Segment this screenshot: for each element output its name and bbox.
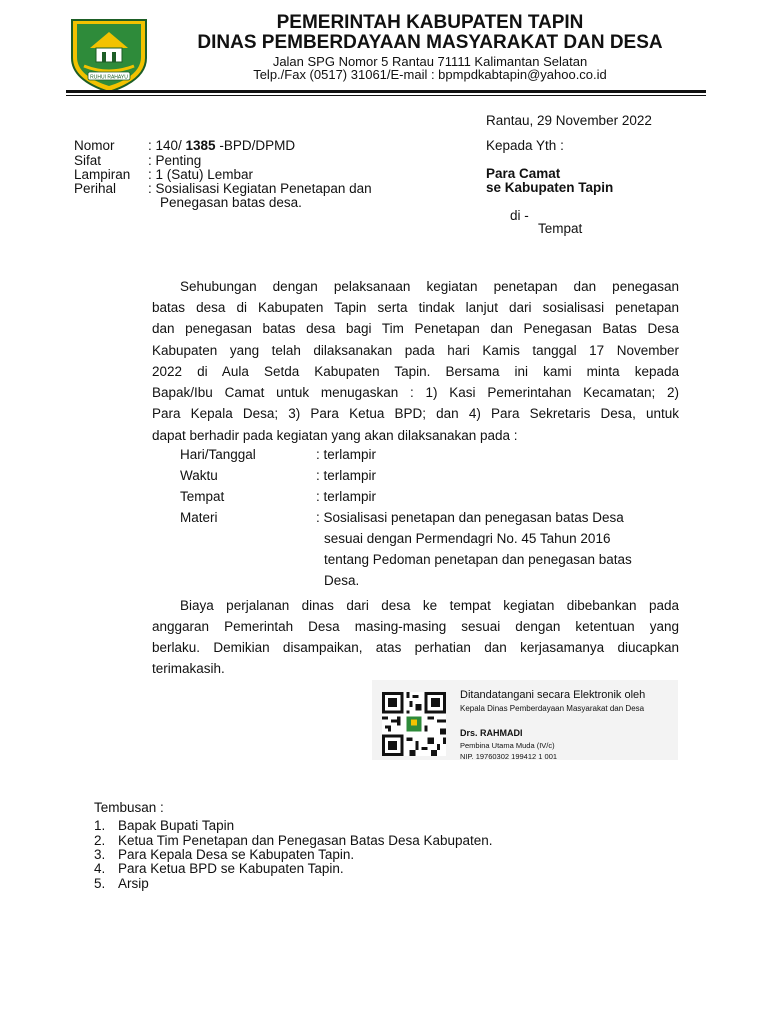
kepada-yth: Kepada Yth :: [486, 138, 564, 153]
nomor-label: Nomor: [74, 138, 115, 153]
department-name: DINAS PEMBERDAYAAN MASYARAKAT DAN DESA: [197, 32, 663, 53]
paragraph-1-line: 2022 di Aula Setda Kabupaten Tapin. Bersama ini kami minta kepada: [152, 364, 679, 379]
qr-code-icon: [382, 692, 446, 756]
letterhead-rule-thick: [66, 90, 706, 93]
tempat-value: : terlampir: [316, 489, 377, 504]
office-address: Jalan SPG Nomor 5 Rantau 71111 Kalimantan Selatan: [272, 54, 588, 69]
nomor-value: : 140/ 1385 -BPD/DPMD: [148, 138, 296, 153]
tembusan-item: Bapak Bupati Tapin: [118, 818, 235, 833]
sifat-value: : Penting: [148, 153, 202, 168]
tempat-label: Tempat: [180, 489, 225, 504]
place-label: Tempat: [538, 221, 583, 236]
signature-position: Kepala Dinas Pemberdayaan Masyarakat dan Desa: [460, 704, 645, 713]
letterhead-rule-thin: [66, 95, 706, 96]
materi-line: Desa.: [324, 573, 360, 588]
paragraph-1-line: Bapak/Ibu Camat untuk menugaskan : 1) Kasi Pemerintahan Kecamatan; 2): [152, 385, 679, 400]
signatory-nip: NIP. 19760302 199412 1 001: [460, 752, 558, 761]
materi-label: Materi: [180, 510, 218, 525]
waktu-value: : terlampir: [316, 468, 377, 483]
tembusan-title: Tembusan :: [94, 800, 164, 815]
paragraph-1-line: dan penegasan batas desa bagi Tim Penetapan dan Penegasan Batas Desa: [152, 321, 679, 336]
materi-line: sesuai dengan Permendagri No. 45 Tahun 2016: [324, 531, 611, 546]
paragraph-1-line: Sehubungan dengan pelaksanaan kegiatan penetapan dan penegasan: [180, 279, 679, 294]
office-contact: Telp./Fax (0517) 31061/E-mail : bpmpdkabtapin@yahoo.co.id: [253, 67, 607, 82]
tembusan-number: 4.: [94, 861, 106, 876]
nomor-number: 1385: [185, 138, 216, 153]
paragraph-2-line: terimakasih.: [152, 661, 225, 676]
tembusan-number: 3.: [94, 847, 106, 862]
tembusan-number: 5.: [94, 876, 106, 891]
tembusan-item: Para Kepala Desa se Kabupaten Tapin.: [118, 847, 355, 862]
lampiran-value: : 1 (Satu) Lembar: [148, 167, 254, 182]
paragraph-1-line: Kabupaten yang telah dilaksanakan pada hari Kamis tanggal 17 November: [152, 343, 679, 358]
hari-label: Hari/Tanggal: [180, 447, 256, 462]
materi-line: : Sosialisasi penetapan dan penegasan batas Desa: [316, 510, 624, 525]
waktu-label: Waktu: [180, 468, 218, 483]
paragraph-2-line: berlaku. Demikian disampaikan, atas perhatian dan kerjasamanya diucapkan: [152, 640, 679, 655]
paragraph-2-line: Biaya perjalanan dinas dari desa ke tempat kegiatan dibebankan pada: [180, 598, 679, 613]
paragraph-2-line: anggaran Pemerintah Desa masing-masing sesuai dengan ketentuan yang: [152, 619, 679, 634]
perihal-label: Perihal: [74, 181, 117, 196]
paragraph-1-line: batas desa di Kabupaten Tapin serta tindak lanjut dari sosialisasi penetapan: [152, 300, 679, 315]
tembusan-item: Ketua Tim Penetapan dan Penegasan Batas Desa Kabupaten.: [118, 833, 493, 848]
signatory-name: Drs. RAHMADI: [460, 728, 523, 738]
recipient-line-1: Para Camat: [486, 166, 561, 181]
di-label: di -: [510, 208, 529, 223]
sifat-label: Sifat: [74, 153, 102, 168]
logo-banner-text: RUHUI RAHAYU: [90, 74, 128, 81]
tembusan-item: Arsip: [118, 876, 149, 891]
paragraph-1-line: Para Kepala Desa; 3) Para Ketua BPD; dan 4) Para Sekretaris Desa, untuk: [152, 406, 679, 421]
recipient-line-2: se Kabupaten Tapin: [486, 180, 614, 195]
hari-value: : terlampir: [316, 447, 377, 462]
regency-logo: [64, 14, 154, 94]
letter-date: Rantau, 29 November 2022: [486, 113, 652, 128]
lampiran-label: Lampiran: [74, 167, 131, 182]
perihal-value-2: Penegasan batas desa.: [160, 195, 302, 210]
signatory-rank: Pembina Utama Muda (IV/c): [460, 741, 555, 750]
tembusan-number: 1.: [94, 818, 106, 833]
tembusan-item: Para Ketua BPD se Kabupaten Tapin.: [118, 861, 344, 876]
paragraph-1-line: dapat berhadir pada kegiatan yang akan dilaksanakan pada :: [152, 428, 518, 443]
tembusan-number: 2.: [94, 833, 106, 848]
materi-line: tentang Pedoman penetapan dan penegasan batas: [324, 552, 632, 567]
government-name: PEMERINTAH KABUPATEN TAPIN: [276, 12, 584, 33]
signature-statement: Ditandatangani secara Elektronik oleh: [460, 689, 646, 701]
perihal-value-1: : Sosialisasi Kegiatan Penetapan dan: [148, 181, 372, 196]
